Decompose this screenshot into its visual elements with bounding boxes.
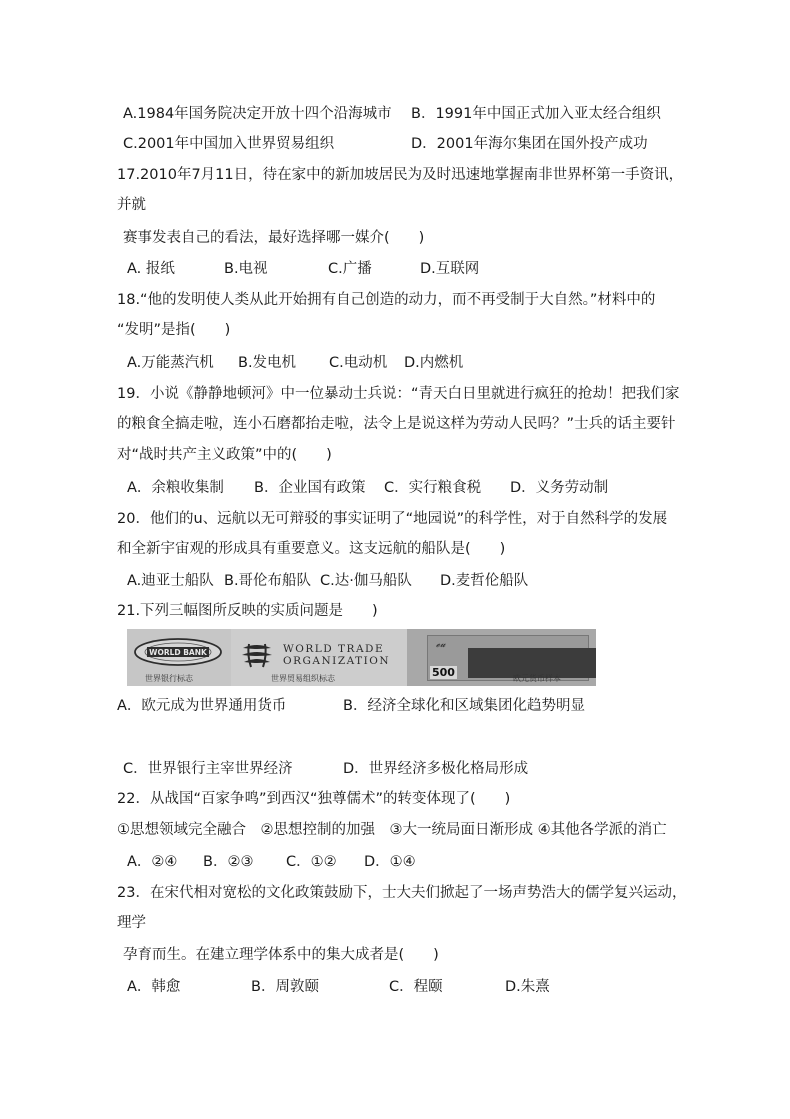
q22-stem-line2: ①思想领域完全融合 ②思想控制的加强 ③大一统局面日渐形成 ④其他各学派的消亡 (117, 822, 667, 838)
wto-name (283, 643, 390, 667)
world-bank-caption: 世界银行标志 (145, 674, 193, 683)
q17-option-c: C.广播 (328, 261, 372, 277)
q20-option-c: C.达·伽马船队 (320, 573, 412, 589)
q17-stem-line2: 并就 (117, 197, 146, 213)
q19-stem-line3: 对“战时共产主义政策”中的( ) (117, 447, 332, 463)
q18-option-a: A.万能蒸汽机 (127, 355, 214, 371)
q19-option-b: B．企业国有政策 (254, 480, 366, 496)
q22-option-c: C．①② (286, 854, 337, 870)
q18-option-b: B.发电机 (238, 355, 297, 371)
q23-option-c: C．程颐 (389, 979, 443, 995)
q21-stem-line1: 21.下列三幅图所反映的实质问题是 ) (117, 603, 378, 619)
q18-option-d: D.内燃机 (404, 355, 464, 371)
wto-name-line2: ORGANIZATION (283, 655, 391, 667)
q16-option-c: C.2001年中国加入世界贸易组织 (123, 136, 335, 152)
q23-option-b: B．周敦颐 (251, 979, 319, 995)
q20-stem-line1: 20．他们的u、远航以无可辩驳的事实证明了“地园说”的科学性，对于自然科学的发展 (117, 511, 668, 527)
q18-stem-line1: 18.“他的发明使人类从此开始拥有自己创造的动力，而不再受制于大自然。”材料中的 (117, 292, 656, 308)
world-bank-logo (133, 638, 223, 666)
q21-option-c: C．世界银行主宰世界经济 (123, 761, 293, 777)
q16-option-b: B．1991年中国正式加入亚太经合组织 (411, 106, 661, 122)
q23-stem-line3: 孕育而生。在建立理学体系中的集大成者是( ) (123, 947, 439, 963)
q22-option-d: D．①④ (364, 854, 416, 870)
euro-caption: 欧元货币样本 (513, 674, 561, 683)
euro-value: 500 (432, 666, 455, 679)
wto-caption: 世界贸易组织标志 (271, 674, 335, 683)
world-bank-logo-text: WORLD BANK (149, 648, 207, 657)
wto-panel (231, 629, 407, 686)
q17-option-b: B.电视 (224, 261, 268, 277)
euro-banknote (427, 635, 589, 681)
world-bank-panel (127, 629, 231, 686)
q18-option-c: C.电动机 (329, 355, 388, 371)
q23-option-a: A．韩愈 (127, 979, 181, 995)
q19-stem-line1: 19．小说《静静地顿河》中一位暴动士兵说：“青天白日里就进行疯狂的抢劫！把我们家 (117, 386, 680, 402)
wto-name-line1: WORLD TRADE (283, 643, 385, 655)
q22-option-b: B．②③ (203, 854, 254, 870)
q21-option-b: B．经济全球化和区域集团化趋势明显 (343, 698, 585, 714)
q19-option-a: A．余粮收集制 (127, 480, 224, 496)
q20-option-b: B.哥伦布船队 (224, 573, 312, 589)
q19-option-d: D．义务劳动制 (510, 480, 609, 496)
q21-image-strip (127, 629, 596, 686)
q23-stem-line1: 23．在宋代相对宽松的文化政策鼓励下，士大夫们掀起了一场声势浩大的儒学复兴运动， (117, 885, 687, 901)
q20-stem-line2: 和全新宇宙观的形成具有重要意义。这支远航的船队是( ) (117, 541, 506, 557)
q16-option-a: A.1984年国务院决定开放十四个沿海城市 (123, 106, 392, 122)
q21-option-d: D．世界经济多极化格局形成 (343, 761, 529, 777)
q22-option-a: A．②④ (127, 854, 178, 870)
q19-stem-line2: 的粮食全搞走啦，连小石磨都抬走啦，法令上是说这样为劳动人民吗？”士兵的话主要针 (117, 416, 676, 432)
q22-stem-line1: 22．从战国“百家争鸣”到西汉“独尊儒术”的转变体现了( ) (117, 791, 511, 807)
q17-stem-line3: 赛事发表自己的看法，最好选择哪一媒介( ) (123, 230, 425, 246)
q17-stem-line1: 17.2010年7月11日，待在家中的新加坡居民为及时迅速地掌握南非世界杯第一手资讯， (117, 167, 684, 183)
q17-option-a: A. 报纸 (127, 261, 175, 277)
q20-option-d: D.麦哲伦船队 (440, 573, 529, 589)
q18-stem-line2: “发明”是指( ) (117, 322, 231, 338)
euro-script-mark: 𝓮𝓾 (436, 640, 446, 650)
q21-option-a: A．欧元成为世界通用货币 (117, 698, 287, 714)
q23-option-d: D.朱熹 (505, 979, 550, 995)
q17-option-d: D.互联网 (420, 261, 480, 277)
q23-stem-line2: 理学 (117, 915, 146, 931)
wto-logo-icon (239, 640, 275, 670)
q16-option-d: D．2001年海尔集团在国外投产成功 (411, 136, 648, 152)
q20-option-a: A.迪亚士船队 (127, 573, 214, 589)
q19-option-c: C．实行粮食税 (384, 480, 482, 496)
euro-panel (407, 629, 596, 686)
